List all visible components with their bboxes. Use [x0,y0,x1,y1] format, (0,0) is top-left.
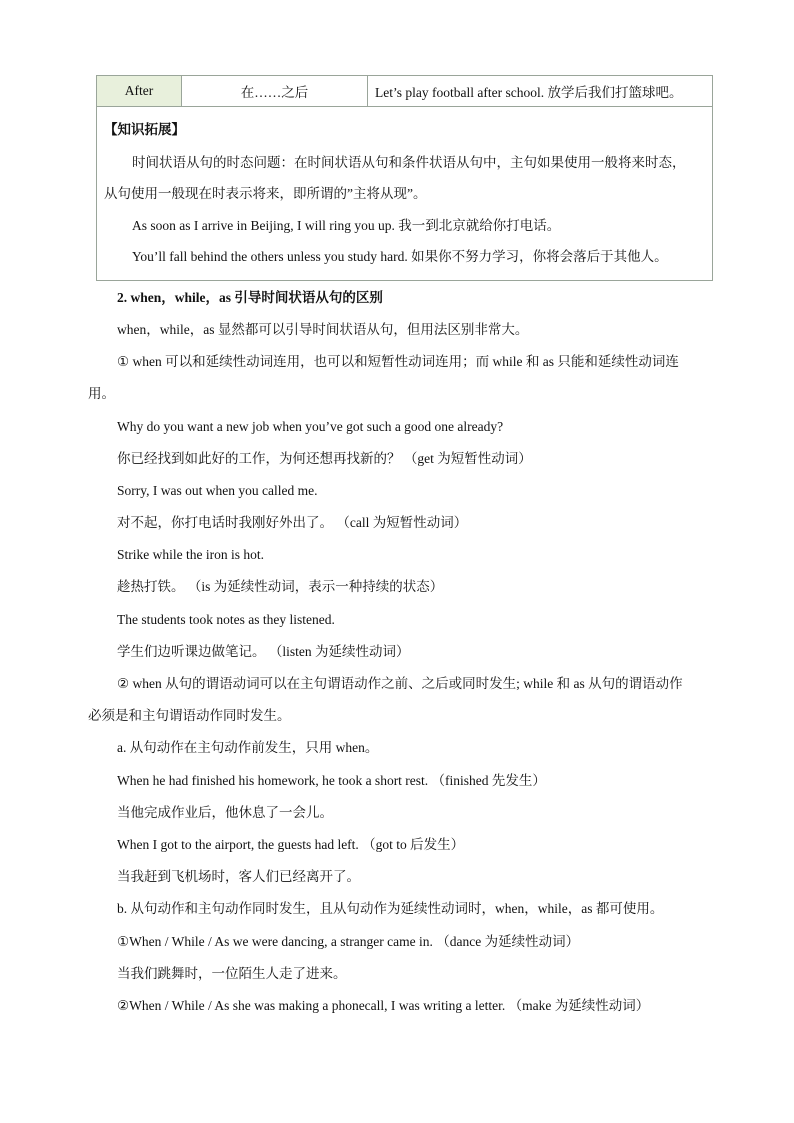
extension-heading: 【知识拓展】 [104,122,185,137]
point-2-line-1: ② when 从句的谓语动词可以在主句谓语动作之前、之后或同时发生; while 和 as 从句的谓语动作 [117,676,683,691]
example-sentence: Sorry, I was out when you called me. [117,483,318,498]
example-translation: 你已经找到如此好的工作，为何还想再找新的？ （get 为短暂性动词） [117,451,532,466]
extension-example-2: You’ll fall behind the others unless you study hard. 如果你不努力学习，你将会落后于其他人。 [132,249,668,264]
point-1-line-2: 用。 [88,386,115,401]
example-sentence: The students took notes as they listened. [117,612,335,627]
section-intro: when，while，as 显然都可以引导时间状语从句，但用法区别非常大。 [117,322,529,337]
extension-example-1: As soon as I arrive in Beijing, I will ring you up. 我一到北京就给你打电话。 [132,218,561,233]
table-cell-meaning: 在……之后 [182,76,368,106]
example-sentence: Strike while the iron is hot. [117,547,264,562]
extension-paragraph-line-2: 从句使用一般现在时表示将来，即所谓的”主将从现”。 [104,186,427,201]
table-cell-example: Let’s play football after school. 放学后我们打篮球吧。 [375,85,683,100]
extension-paragraph-line-1: 时间状语从句的时态问题：在时间状语从句和条件状语从句中，主句如果使用一般将来时态， [132,155,686,170]
subpoint-b: b. 从句动作和主句动作同时发生，且从句动作为延续性动词时，when，while，as 都可使用。 [117,901,664,916]
example-sentence: ②When / While / As she was making a phonecall, I was writing a letter. （make 为延续性动词） [117,998,650,1013]
example-translation: 对不起，你打电话时我刚好外出了。 （call 为短暂性动词） [117,515,468,530]
table-cell-word: After [97,76,182,106]
section-title: 2. when，while，as 引导时间状语从句的区别 [117,290,383,305]
example-translation: 当我们跳舞时，一位陌生人走了进来。 [117,966,347,981]
point-2-line-2: 必须是和主句谓语动作同时发生。 [88,708,291,723]
example-sentence: When I got to the airport, the guests had left. （got to 后发生） [117,837,465,852]
example-translation: 学生们边听课边做笔记。 （listen 为延续性动词） [117,644,410,659]
example-translation: 当我赶到飞机场时，客人们已经离开了。 [117,869,360,884]
vocab-table-row [96,75,713,107]
example-sentence: When he had finished his homework, he took a short rest. （finished 先发生） [117,773,546,788]
subpoint-a: a. 从句动作在主句动作前发生，只用 when。 [117,740,379,755]
example-translation: 趁热打铁。 （is 为延续性动词，表示一种持续的状态） [117,579,444,594]
example-translation: 当他完成作业后，他休息了一会儿。 [117,805,333,820]
example-sentence: ①When / While / As we were dancing, a stranger came in. （dance 为延续性动词） [117,934,580,949]
point-1-line-1: ① when 可以和延续性动词连用，也可以和短暂性动词连用；而 while 和 as 只能和延续性动词连 [117,354,679,369]
example-sentence: Why do you want a new job when you’ve got such a good one already? [117,419,504,434]
